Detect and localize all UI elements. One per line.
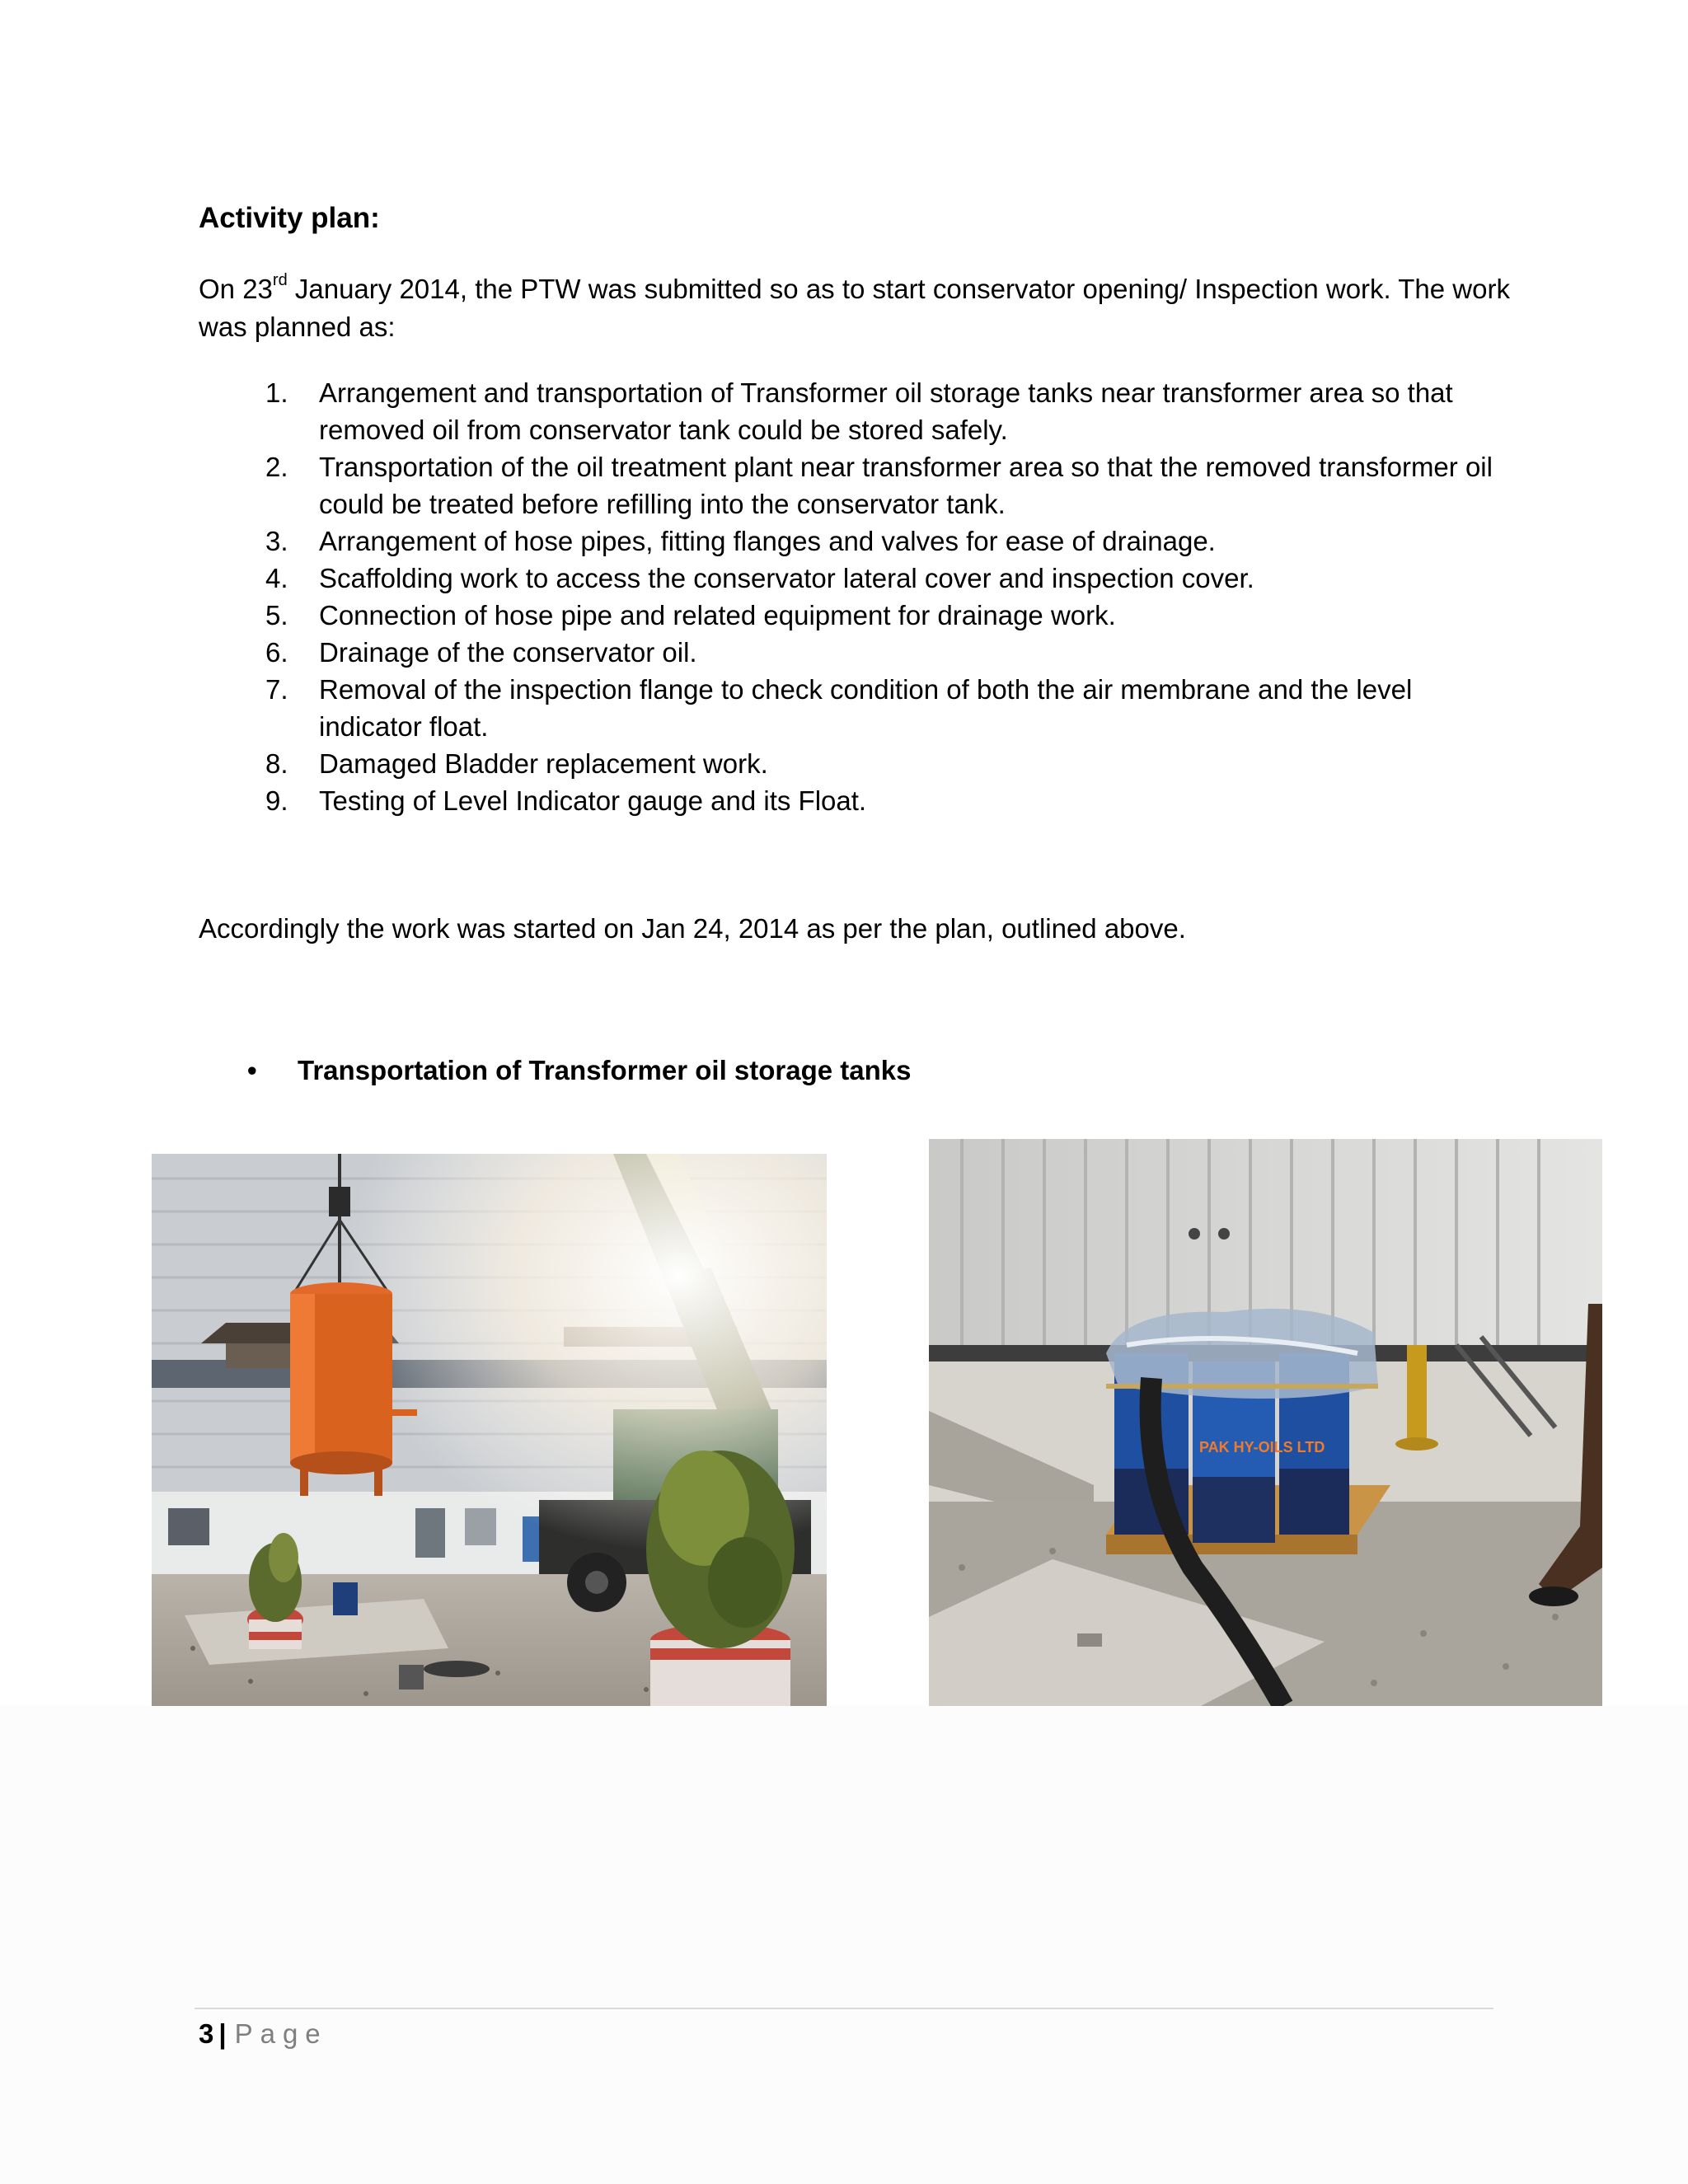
plan-item-number: 6. [265, 637, 288, 668]
plan-item-number: 2. [265, 452, 288, 482]
plan-item-text: Damaged Bladder replacement work. [319, 748, 768, 779]
plan-item [265, 597, 1502, 634]
drums-photo-illustration [929, 1139, 1602, 1706]
plan-item [265, 523, 1502, 560]
plan-item-text: Connection of hose pipe and related equipment for drainage work. [319, 600, 1116, 630]
intro-text-start: On 23 [199, 274, 273, 304]
plan-item-number: 7. [265, 674, 288, 705]
intro-paragraph [199, 270, 1517, 346]
plan-item-number: 9. [265, 785, 288, 816]
plan-item-text: Scaffolding work to access the conservator lateral cover and inspection cover. [319, 563, 1254, 593]
page-label: Page [234, 2018, 328, 2049]
plan-item-number: 1. [265, 377, 288, 408]
page-number: 3 [199, 2018, 214, 2049]
plan-item-text: Arrangement of hose pipes, fitting flanges and valves for ease of drainage. [319, 526, 1216, 556]
oil-drums-photo [929, 1139, 1602, 1706]
plan-item [265, 560, 1502, 597]
date-ordinal-suffix: rd [272, 271, 288, 289]
plan-item-number: 8. [265, 748, 288, 779]
bullet-icon: • [247, 1055, 257, 1085]
footer-separator: | [218, 2018, 227, 2049]
plan-item [265, 448, 1502, 523]
plan-item-text: Transportation of the oil treatment plant near transformer area so that the removed transformer oil could be treated before refilling into the conservator tank. [319, 452, 1493, 519]
page-footer [199, 2015, 328, 2053]
plan-item-number: 5. [265, 600, 288, 630]
page-bottom-tint [0, 1706, 1688, 2184]
activity-plan-list [265, 374, 1502, 819]
crane-lifting-tank-photo [152, 1154, 827, 1706]
plan-item-text: Drainage of the conservator oil. [319, 637, 697, 668]
section-heading: Activity plan: [199, 202, 380, 234]
plan-item [265, 782, 1502, 819]
footer-divider [195, 2008, 1493, 2009]
crane-photo-illustration [152, 1154, 827, 1706]
plan-item [265, 374, 1502, 448]
bullet-section-title: Transportation of Transformer oil storage tanks [298, 1055, 912, 1085]
drum-lettering: PAK HY-OILS LTD [1199, 1439, 1325, 1455]
plan-item [265, 745, 1502, 782]
plan-item-text: Removal of the inspection flange to check condition of both the air membrane and the level indicator float. [319, 674, 1413, 742]
plan-item-number: 4. [265, 563, 288, 593]
plan-item [265, 634, 1502, 671]
intro-text-end: January 2014, the PTW was submitted so as to start conservator opening/ Inspection work. The work was planned as: [199, 274, 1510, 342]
plan-item-text: Arrangement and transportation of Transformer oil storage tanks near transformer area so that removed oil from conservator tank could be stored safely. [319, 377, 1453, 445]
plan-item-text: Testing of Level Indicator gauge and its Float. [319, 785, 867, 816]
work-started-paragraph: Accordingly the work was started on Jan 24, 2014 as per the plan, outlined above. [199, 913, 1186, 944]
plan-item [265, 671, 1502, 745]
plan-item-number: 3. [265, 526, 288, 556]
